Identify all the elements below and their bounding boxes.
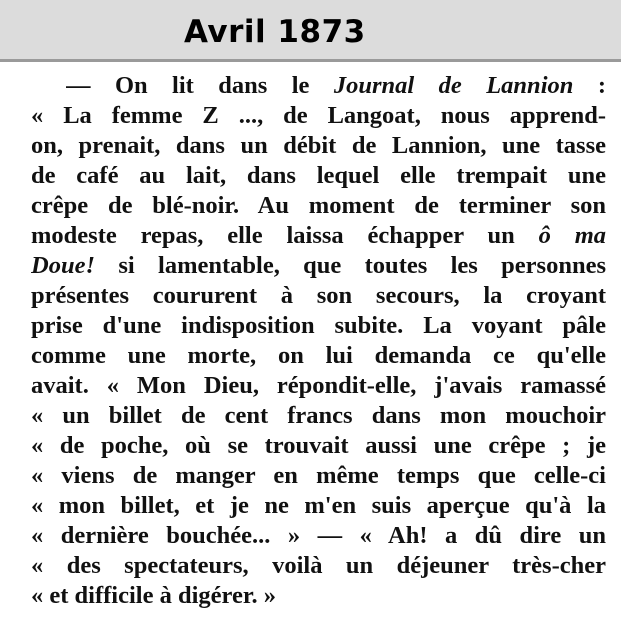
article-line: « un billet de cent francs dans mon mouchoir: [31, 402, 606, 429]
article-line: comme une morte, on lui demanda ce qu'elle: [31, 342, 606, 369]
intro-colon: :: [573, 72, 606, 99]
article-line-last: « et difficile à digérer. »: [31, 582, 276, 609]
article-line: « de poche, où se trouvait aussi une crêpe ; je: [31, 432, 606, 459]
banner-title: Avril 1873: [184, 14, 366, 50]
article-line: « des spectateurs, voilà un déjeuner très-cher: [31, 552, 606, 579]
article-line: présentes coururent à son secours, la croyant: [31, 282, 606, 309]
article-line: prise d'une indisposition subite. La voyant pâle: [31, 312, 606, 339]
intro-lead: — On lit dans le: [66, 72, 334, 99]
article-line: de café au lait, dans lequel elle trempait une: [31, 162, 606, 189]
article-line: on, prenait, dans un débit de Lannion, une tasse: [31, 132, 606, 159]
article-line: [31, 221, 606, 251]
line-text: modeste repas, elle laissa échapper un: [31, 222, 539, 249]
line-text: si lamentable, que toutes les personnes: [94, 252, 606, 279]
journal-title: Journal de Lannion: [333, 72, 574, 99]
article-line: avait. « Mon Dieu, répondit-elle, j'avais ramassé: [31, 372, 606, 399]
article-line: « mon billet, et je ne m'en suis aperçue qu'à la: [31, 492, 606, 519]
breton-exclamation-part1: ô ma: [538, 222, 606, 249]
article-line: « viens de manger en même temps que celle-ci: [31, 462, 606, 489]
article-line: crêpe de blé-noir. Au moment de terminer son: [31, 192, 606, 219]
breton-exclamation-part2: Doue!: [31, 252, 95, 279]
article-line: « dernière bouchée... » — « Ah! a dû dire un: [31, 522, 606, 549]
article-line: [31, 251, 606, 281]
article-line: « La femme Z ..., de Langoat, nous apprend-: [31, 102, 606, 129]
newspaper-clipping: [0, 62, 621, 621]
article-intro-line: [66, 71, 606, 101]
date-banner: [0, 0, 621, 62]
